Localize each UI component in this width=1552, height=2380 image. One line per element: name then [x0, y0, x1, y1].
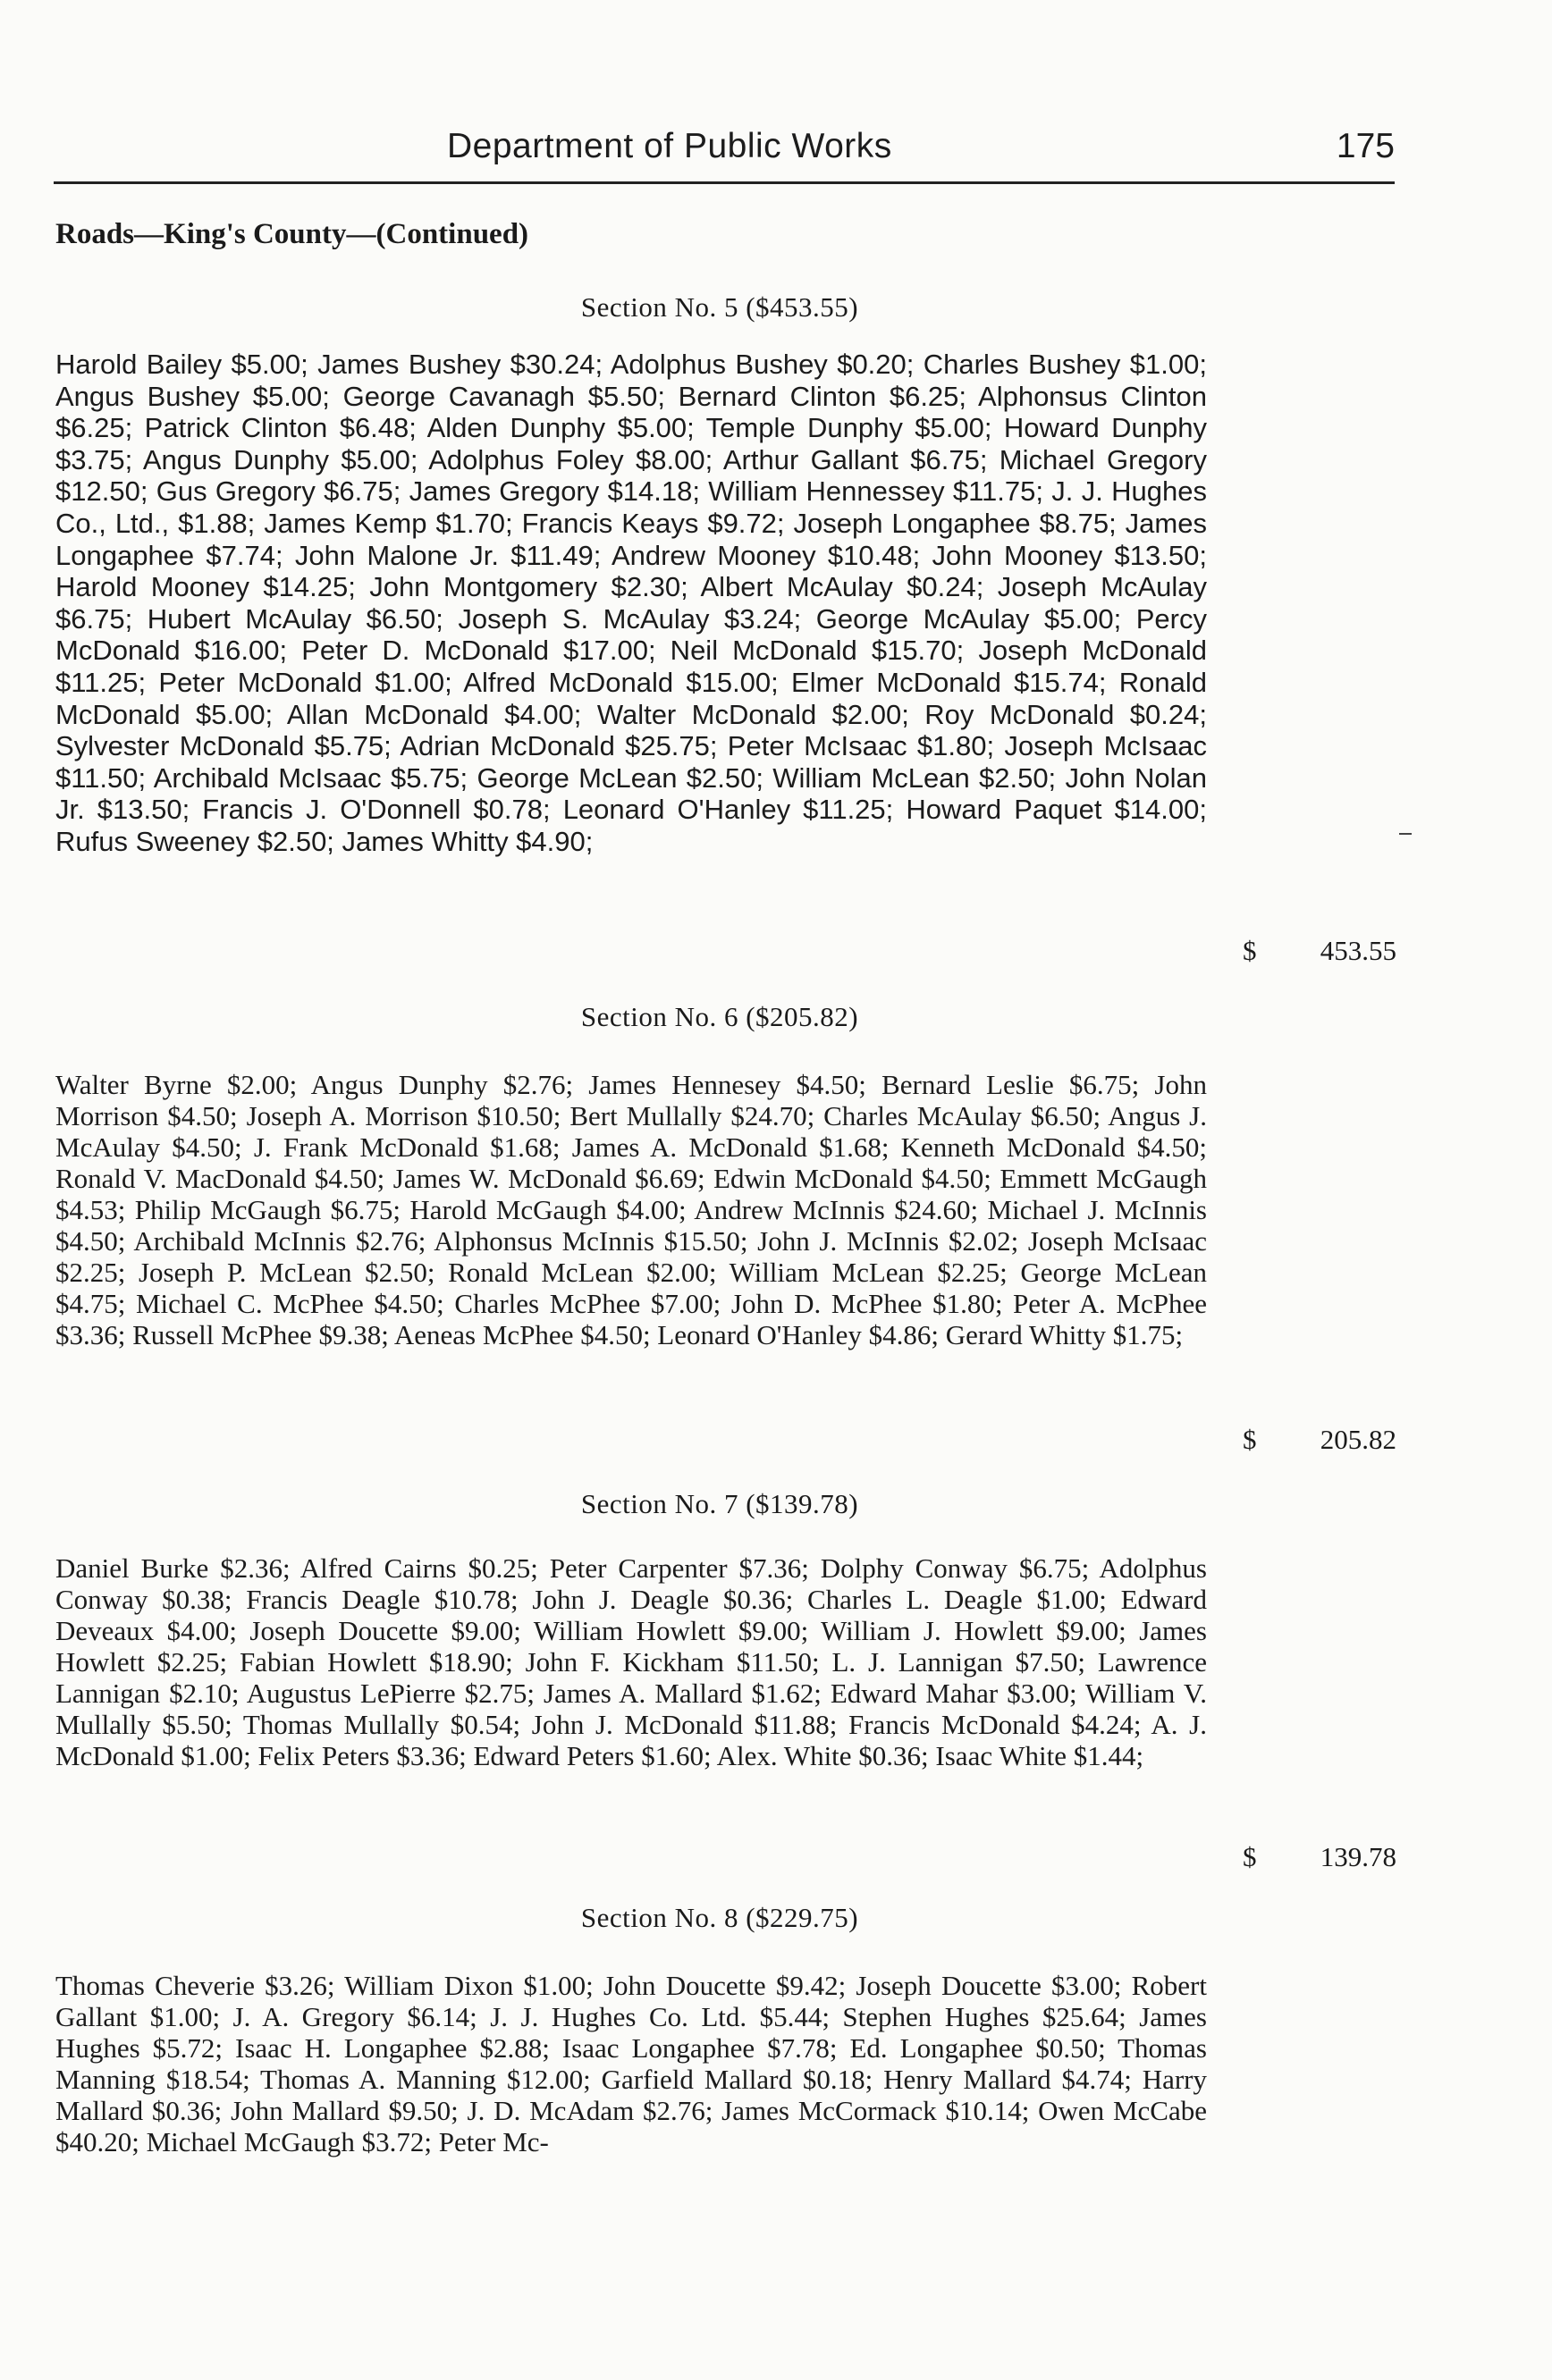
- running-title: Department of Public Works: [447, 127, 892, 165]
- total-amount: 139.78: [1320, 1841, 1396, 1872]
- section-total: [1243, 1424, 1396, 1459]
- section-body: Walter Byrne $2.00; Angus Dunphy $2.76; James Hennesey $4.50; Bernard Leslie $6.75; John Morrison $4.50; Joseph A. Morrison $10.50; Bert Mullally $24.70; Charles McAulay $6.50; Angus J. McAulay $4.50; J. Frank McDonald $1.68; James A. McDonald $1.68; Kenneth McDonald $4.50; Ronald V. MacDonald $4.50; James W. McDonald $6.69; Edwin McDonald $4.50; Emmett McGaugh $4.53; Philip McGaugh $6.75; Harold McGaugh $4.00; Andrew McInnis $24.60; Michael J. McInnis $4.50; Archibald McInnis $2.76; Alphonsus McInnis $15.50; John J. McInnis $2.02; Joseph McIsaac $2.25; Joseph P. McLean $2.50; Ronald McLean $2.00; William McLean $2.25; George McLean $4.75; Michael C. McPhee $4.50; Charles McPhee $7.00; John D. McPhee $1.80; Peter A. McPhee $3.36; Russell McPhee $9.38; Aeneas McPhee $4.50; Leonard O'Hanley $4.86; Gerard Whitty $1.75;: [55, 1069, 1207, 1350]
- section-body: Thomas Cheverie $3.26; William Dixon $1.00; John Doucette $9.42; Joseph Doucette $3.00; Robert Gallant $1.00; J. A. Gregory $6.14; J. J. Hughes Co. Ltd. $5.44; Stephen Hughes $25.64; James Hughes $5.72; Isaac H. Longaphee $2.88; Isaac Longaphee $7.78; Ed. Longaphee $0.50; Thomas Manning $18.54; Thomas A. Manning $12.00; Garfield Mallard $0.18; Henry Mallard $4.74; Harry Mallard $0.36; John Mallard $9.50; J. D. McAdam $2.76; James McCormack $10.14; Owen McCabe $40.20; Michael McGaugh $3.72; Peter Mc-: [55, 1970, 1207, 2157]
- section-total: [1243, 1841, 1396, 1877]
- page-number: 175: [1336, 127, 1395, 165]
- section-heading: Section No. 5 ($453.55): [580, 291, 859, 323]
- section-body: Daniel Burke $2.36; Alfred Cairns $0.25; Peter Carpenter $7.36; Dolphy Conway $6.75; Adolphus Conway $0.38; Francis Deagle $10.78; John J. Deagle $0.36; Charles L. Deagle $1.00; Edward Deveaux $4.00; Joseph Doucette $9.00; William Howlett $9.00; William J. Howlett $9.00; James Howlett $2.25; Fabian Howlett $18.90; John F. Kickham $11.50; L. J. Lannigan $7.50; Lawrence Lannigan $2.10; Augustus LePierre $2.75; James A. Mallard $1.62; Edward Mahar $3.00; William V. Mullally $5.50; Thomas Mullally $0.54; John J. McDonald $11.88; Francis McDonald $4.24; A. J. McDonald $1.00; Felix Peters $3.36; Edward Peters $1.60; Alex. White $0.36; Isaac White $1.44;: [55, 1552, 1207, 1771]
- total-dollar-sign: $: [1243, 1841, 1257, 1872]
- total-amount: 205.82: [1320, 1424, 1396, 1455]
- total-dollar-sign: $: [1243, 1424, 1257, 1455]
- continued-heading: Roads—King's County—(Continued): [55, 218, 529, 250]
- section-heading: Section No. 6 ($205.82): [580, 1001, 859, 1032]
- section-heading: Section No. 7 ($139.78): [580, 1488, 859, 1519]
- page-header: [54, 123, 1395, 177]
- total-amount: 453.55: [1320, 935, 1396, 966]
- section-heading: Section No. 8 ($229.75): [580, 1902, 859, 1933]
- section-body: Harold Bailey $5.00; James Bushey $30.24; Adolphus Bushey $0.20; Charles Bushey $1.00; Angus Bushey $5.00; George Cavanagh $5.50; Bernard Clinton $6.25; Alphonsus Clinton $6.25; Patrick Clinton $6.48; Alden Dunphy $5.00; Temple Dunphy $5.00; Howard Dunphy $3.75; Angus Dunphy $5.00; Adolphus Foley $8.00; Arthur Gallant $6.75; Michael Gregory $12.50; Gus Gregory $6.75; James Gregory $14.18; William Hennessey $11.75; J. J. Hughes Co., Ltd., $1.88; James Kemp $1.70; Francis Keays $9.72; Joseph Longaphee $8.75; James Longaphee $7.74; John Malone Jr. $11.49; Andrew Mooney $10.48; John Mooney $13.50; Harold Mooney $14.25; John Montgomery $2.30; Albert McAulay $0.24; Joseph McAulay $6.75; Hubert McAulay $6.50; Joseph S. McAulay $3.24; George McAulay $5.00; Percy McDonald $16.00; Peter D. McDonald $17.00; Neil McDonald $15.70; Joseph McDonald $11.25; Peter McDonald $1.00; Alfred McDonald $15.00; Elmer McDonald $15.74; Ronald McDonald $5.00; Allan McDonald $4.00; Walter McDonald $2.00; Roy McDonald $0.24; Sylvester McDonald $5.75; Adrian McDonald $25.75; Peter McIsaac $1.80; Joseph McIsaac $11.50; Archibald McIsaac $5.75; George McLean $2.50; William McLean $2.50; John Nolan Jr. $13.50; Francis J. O'Donnell $0.78; Leonard O'Hanley $11.25; Howard Paquet $14.00; Rufus Sweeney $2.50; James Whitty $4.90;: [55, 349, 1207, 857]
- total-dollar-sign: $: [1243, 935, 1257, 966]
- margin-mark: [1399, 833, 1412, 835]
- header-rule: [54, 181, 1395, 184]
- section-total: [1243, 935, 1396, 971]
